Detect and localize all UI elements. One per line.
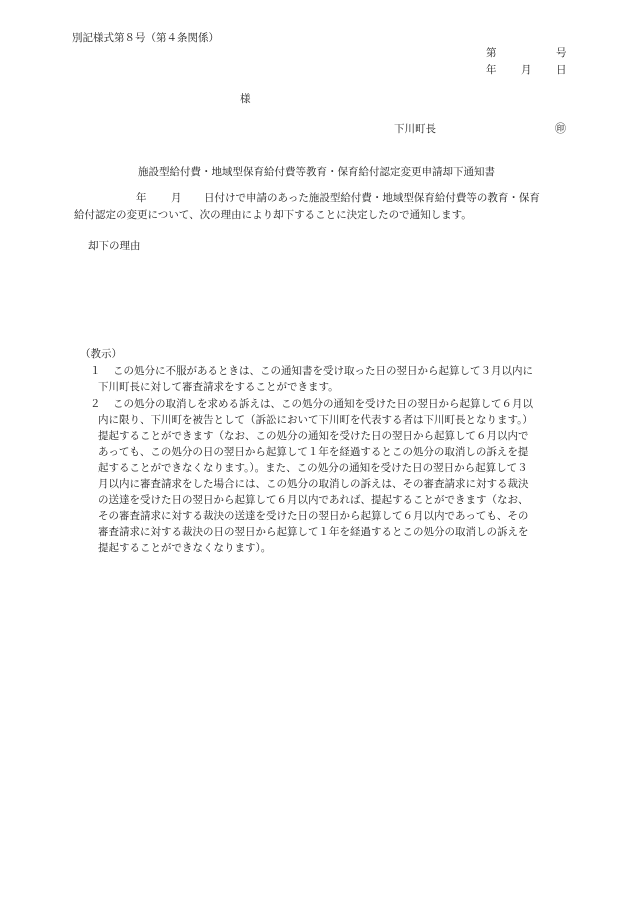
reason-area [88, 255, 568, 345]
notice-item-2-line: 提起することができます（なお、この処分の通知を受けた日の翌日から起算して６月以内で [98, 430, 529, 442]
body-nen: 年 [136, 192, 147, 204]
body-gatsu: 月 [171, 192, 182, 204]
notice-item-2-line: あっても、この処分の日の翌日から起算して１年を経過するとこの処分の取消しの訴えを提 [98, 446, 529, 458]
reason-label: 却下の理由 [88, 240, 141, 252]
notice-item-2-line: 内に限り、下川町を被告として（訴訟において下川町を代表する者は下川町長となります。） [98, 414, 533, 426]
notice-item-2-line: 提起することができなくなります）。 [98, 542, 272, 554]
notice-item-2-line: その審査請求に対する裁決の送達を受けた日の翌日から起算して６月以内であっても、その [98, 510, 529, 522]
seal-mark: ㊞ [555, 122, 566, 135]
notice-item-2-line: この処分の取消しを求める訴えは、この処分の通知を受けた日の翌日から起算して６月以 [113, 398, 533, 410]
document-number-go: 号 [556, 47, 567, 59]
notice-item-2-line: 起することができなくなります。）。また、この処分の通知を受けた日の翌日から起算して３ [98, 462, 528, 474]
issuer-name: 下川町長 [394, 123, 436, 135]
date-nen: 年 [486, 64, 497, 76]
body-line2: 給付認定の変更について、次の理由により却下することに決定したので通知します。 [74, 209, 472, 221]
notice-item-2-number: ２ [90, 398, 101, 410]
notice-item-1-number: １ [90, 365, 101, 377]
body-line1: 日付けで申請のあった施設型給付費・地域型保育給付費等の教育・保育 [204, 192, 540, 204]
date-gatsu: 月 [521, 64, 532, 76]
notice-header: （教示） [80, 348, 122, 360]
notice-item-2-line: 月以内に審査請求をした場合には、この処分の取消しの訴えは、その審査請求に対する裁決 [98, 478, 529, 490]
notice-item-1-line: この処分に不服があるときは、この通知書を受け取った日の翌日から起算して３月以内に [113, 365, 533, 377]
form-label: 別記様式第８号（第４条関係） [72, 32, 219, 44]
document-number-dai: 第 [486, 47, 497, 59]
notice-item-2-line: 審査請求に対する裁決の日の翌日から起算して１年を経過するとこの処分の取消しの訴えを [98, 526, 529, 538]
notice-item-2-line: の送達を受けた日の翌日から起算して６月以内であれば、提起することができます（なお、 [98, 494, 529, 506]
date-nichi: 日 [556, 64, 567, 76]
addressee-suffix: 様 [240, 93, 251, 105]
notice-item-1-line: 下川町長に対して審査請求をすることができます。 [98, 381, 339, 393]
document-title: 施設型給付費・地域型保育給付費等教育・保育給付認定変更申請却下通知書 [138, 166, 495, 178]
